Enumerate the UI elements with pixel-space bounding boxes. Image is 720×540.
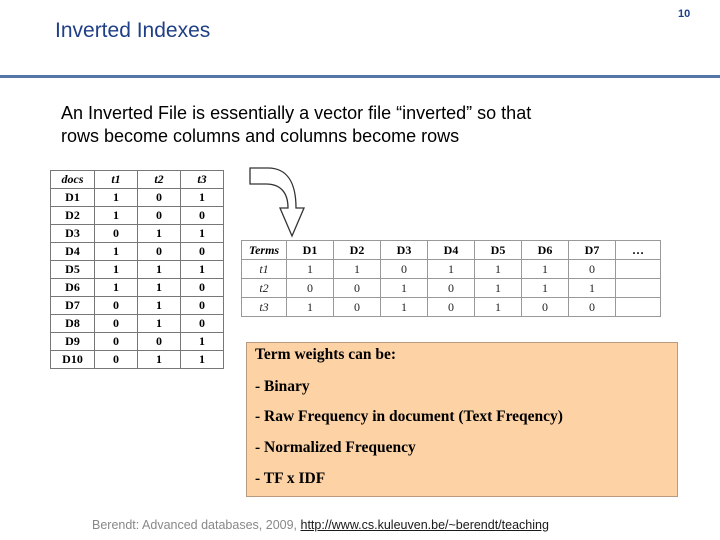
table-cell: 1: [475, 260, 522, 279]
table-cell: 1: [569, 279, 616, 298]
table-cell: 1: [181, 333, 224, 351]
table-cell: 1: [95, 243, 138, 261]
table-cell: 1: [475, 298, 522, 317]
docs-header-cell: t2: [138, 171, 181, 189]
table-cell: t3: [242, 298, 287, 317]
table-cell: 1: [381, 298, 428, 317]
table-cell: [616, 279, 661, 298]
intro-text: [61, 102, 661, 148]
table-cell: t1: [242, 260, 287, 279]
table-row: [51, 261, 224, 279]
table-cell: 0: [428, 279, 475, 298]
docs-header-cell: docs: [51, 171, 95, 189]
table-cell: 0: [381, 260, 428, 279]
table-cell: 1: [95, 279, 138, 297]
table-cell: D4: [51, 243, 95, 261]
table-cell: 1: [334, 260, 381, 279]
table-cell: D10: [51, 351, 95, 369]
table-cell: 0: [95, 333, 138, 351]
weights-item: - Raw Frequency in document (Text Freqency): [255, 408, 563, 425]
terms-header-cell: D4: [428, 241, 475, 260]
table-cell: D1: [51, 189, 95, 207]
table-cell: 1: [522, 260, 569, 279]
terms-header-cell: D1: [287, 241, 334, 260]
weights-heading: Term weights can be:: [255, 346, 397, 363]
table-cell: 1: [95, 261, 138, 279]
table-cell: t2: [242, 279, 287, 298]
table-cell: D5: [51, 261, 95, 279]
table-cell: 1: [428, 260, 475, 279]
table-row: [51, 297, 224, 315]
table-cell: 0: [569, 260, 616, 279]
footer-text: Berendt: Advanced databases, 2009,: [92, 518, 301, 532]
slide-title: Inverted Indexes: [55, 19, 211, 42]
docs-header-cell: t1: [95, 171, 138, 189]
table-cell: [616, 298, 661, 317]
table-row: [242, 260, 661, 279]
table-cell: 1: [381, 279, 428, 298]
docs-terms-table: [50, 170, 224, 369]
table-row: [51, 189, 224, 207]
terms-header-cell: Terms: [242, 241, 287, 260]
table-cell: [616, 260, 661, 279]
table-cell: 0: [95, 351, 138, 369]
terms-table-header-row: [242, 241, 661, 260]
table-cell: 1: [138, 225, 181, 243]
table-cell: 0: [569, 298, 616, 317]
table-cell: 0: [181, 315, 224, 333]
table-cell: 1: [287, 260, 334, 279]
table-cell: D6: [51, 279, 95, 297]
weights-item: - TF x IDF: [255, 470, 326, 487]
terms-header-cell: D6: [522, 241, 569, 260]
footer-link[interactable]: http://www.cs.kuleuven.be/~berendt/teaching: [300, 518, 549, 532]
terms-header-cell: …: [616, 241, 661, 260]
table-cell: D8: [51, 315, 95, 333]
table-cell: D2: [51, 207, 95, 225]
table-cell: 1: [181, 225, 224, 243]
table-cell: 0: [138, 207, 181, 225]
table-cell: 0: [522, 298, 569, 317]
table-row: [242, 298, 661, 317]
table-cell: 1: [138, 315, 181, 333]
table-cell: 0: [95, 315, 138, 333]
table-cell: 0: [181, 243, 224, 261]
table-cell: 1: [138, 297, 181, 315]
page-number: 10: [678, 8, 691, 20]
table-cell: 0: [95, 297, 138, 315]
table-cell: 0: [334, 298, 381, 317]
table-cell: 1: [138, 351, 181, 369]
table-row: [51, 315, 224, 333]
footer-citation: [92, 518, 549, 532]
terms-header-cell: D7: [569, 241, 616, 260]
term-weights-box: [246, 342, 678, 497]
table-cell: 0: [138, 189, 181, 207]
table-cell: 0: [95, 225, 138, 243]
terms-header-cell: D2: [334, 241, 381, 260]
table-cell: 1: [95, 189, 138, 207]
docs-table-header-row: [51, 171, 224, 189]
docs-header-cell: t3: [181, 171, 224, 189]
table-cell: 0: [428, 298, 475, 317]
table-cell: 0: [138, 243, 181, 261]
table-cell: D7: [51, 297, 95, 315]
terms-header-cell: D3: [381, 241, 428, 260]
table-cell: 1: [95, 207, 138, 225]
table-cell: 0: [287, 279, 334, 298]
table-cell: 0: [181, 207, 224, 225]
weights-item: - Binary: [255, 378, 310, 395]
table-cell: 0: [334, 279, 381, 298]
table-row: [51, 279, 224, 297]
table-row: [51, 351, 224, 369]
weights-item: - Normalized Frequency: [255, 439, 416, 456]
table-cell: D9: [51, 333, 95, 351]
table-row: [51, 207, 224, 225]
table-cell: 1: [181, 261, 224, 279]
table-row: [51, 333, 224, 351]
table-cell: 0: [138, 333, 181, 351]
table-cell: 1: [138, 279, 181, 297]
table-cell: 1: [522, 279, 569, 298]
intro-line-2: rows become columns and columns become rows: [61, 126, 460, 146]
table-cell: 1: [138, 261, 181, 279]
table-cell: 1: [287, 298, 334, 317]
table-cell: 1: [181, 189, 224, 207]
table-cell: D3: [51, 225, 95, 243]
table-row: [51, 243, 224, 261]
table-row: [242, 279, 661, 298]
terms-header-cell: D5: [475, 241, 522, 260]
curved-down-arrow-icon: [248, 166, 308, 241]
inverted-terms-table: [241, 240, 661, 317]
table-cell: 1: [475, 279, 522, 298]
table-cell: 0: [181, 297, 224, 315]
intro-line-1: An Inverted File is essentially a vector file “inverted” so that: [61, 103, 532, 123]
title-divider: [0, 75, 720, 78]
table-row: [51, 225, 224, 243]
table-cell: 0: [181, 279, 224, 297]
table-cell: 1: [181, 351, 224, 369]
